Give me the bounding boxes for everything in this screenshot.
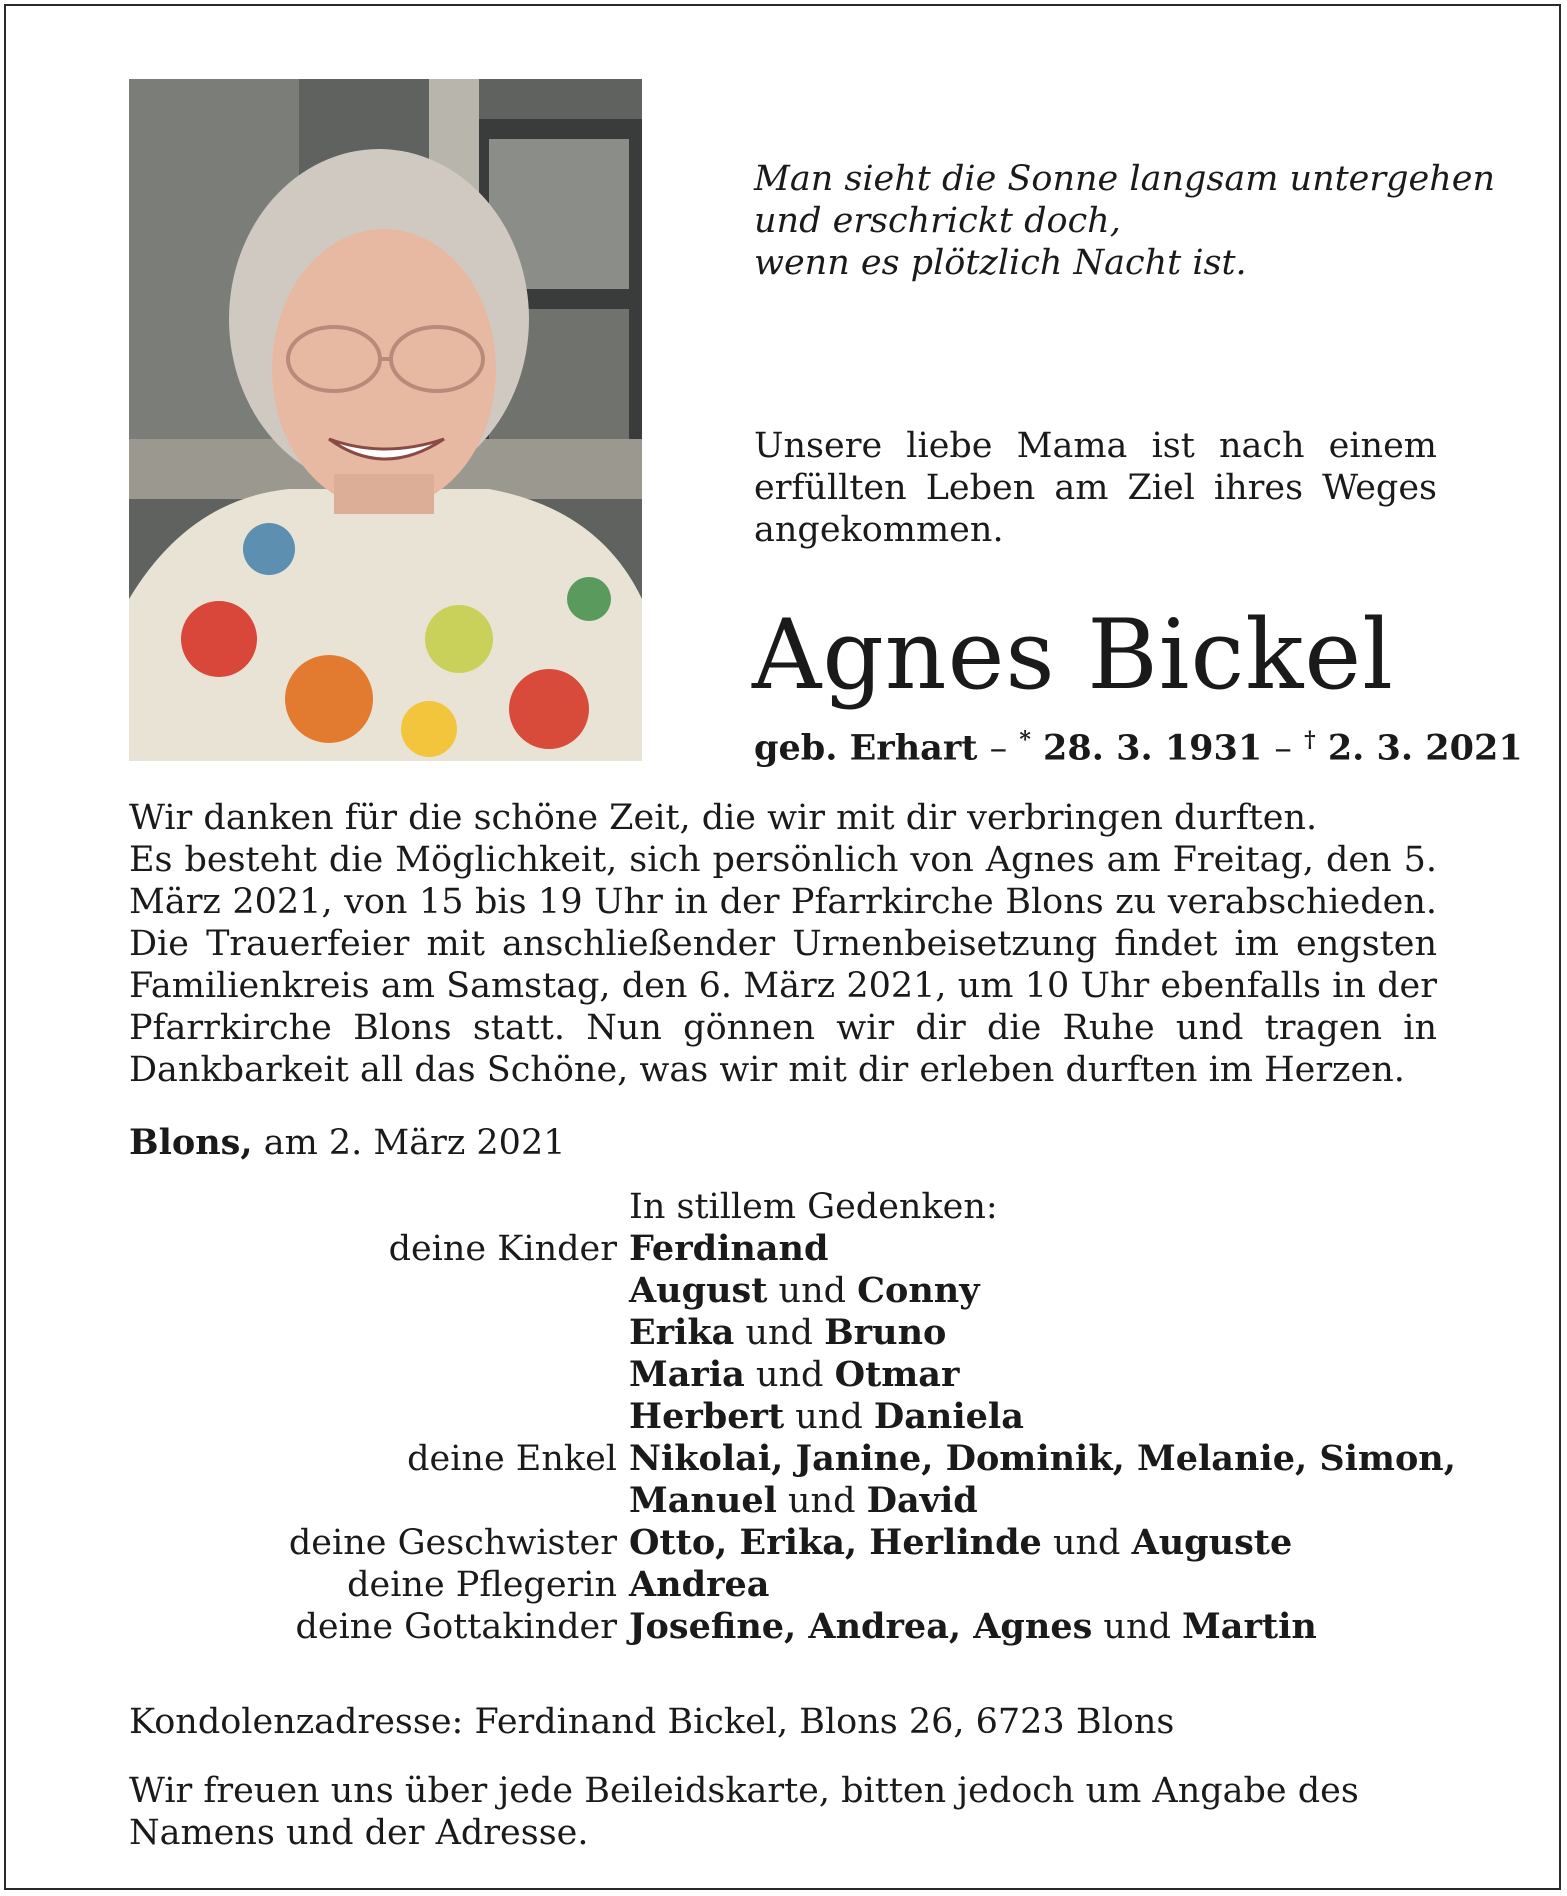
mourner-row	[0, 1522, 1567, 1564]
condolence-address: Kondolenzadresse: Ferdinand Bickel, Blons 26, 6723 Blons	[129, 1702, 1175, 1742]
conjunction: und	[767, 1271, 858, 1311]
conjunction: und	[1041, 1523, 1132, 1563]
portrait-photo	[129, 79, 642, 761]
mourner-relation: deine Enkel	[407, 1439, 617, 1479]
mourners-heading: In stillem Gedenken:	[629, 1187, 998, 1227]
mourner-name: Josefine, Andrea, Agnes	[629, 1606, 1093, 1647]
mourner-row	[0, 1228, 1567, 1270]
mourner-name: Daniela	[873, 1396, 1024, 1437]
conjunction: und	[734, 1313, 825, 1353]
conjunction: und	[744, 1355, 835, 1395]
mourner-relation: deine Pflegerin	[347, 1565, 617, 1605]
birth-name: geb. Erhart	[754, 727, 978, 769]
mourner-relation: deine Kinder	[388, 1229, 617, 1269]
conjunction: und	[784, 1397, 874, 1437]
mourner-relation: deine Geschwister	[288, 1523, 617, 1563]
mourner-row	[0, 1312, 1567, 1354]
mourner-name: Otto, Erika, Herlinde	[629, 1522, 1042, 1563]
quote-line: wenn es plötzlich Nacht ist.	[754, 243, 1247, 283]
intro-text: Unsere liebe Mama ist nach einem erfüllten Leben am Ziel ihres Weges angekommen.	[754, 426, 1437, 550]
body-text	[129, 797, 1437, 1091]
mourners-list	[0, 1186, 1567, 1648]
mourner-name: Ferdinand	[629, 1228, 829, 1269]
place-date-text: am 2. März 2021	[263, 1123, 566, 1163]
mourner-name: Andrea	[629, 1564, 770, 1605]
mourner-names	[629, 1438, 1456, 1480]
mourner-name: Erika	[629, 1312, 735, 1353]
mourner-name: Otmar	[834, 1354, 960, 1395]
closing-note: Wir freuen uns über jede Beileidskarte, bitten jedoch um Angabe des Namens und der Adresse.	[129, 1771, 1359, 1853]
mourner-name: Martin	[1182, 1606, 1317, 1647]
mourner-names	[629, 1522, 1292, 1564]
conjunction: und	[1092, 1607, 1183, 1647]
body-paragraph: Es besteht die Möglichkeit, sich persönlich von Agnes am Freitag, den 5. März 2021, von 15 bis 19 Uhr in der Pfarrkirche Blons zu verabschieden. Die Trauerfeier mit anschließender Urnenbeisetzung findet im engsten Familienkreis am Samstag, den 6. März 2021, um 10 Uhr ebenfalls in der Pfarrkirche Blons statt. Nun gönnen wir dir die Ruhe und tragen in Dankbarkeit all das Schöne, was wir mit dir erleben durften im Herzen.	[129, 840, 1437, 1090]
body-line: Wir danken für die schöne Zeit, die wir mit dir verbringen durften.	[129, 798, 1318, 838]
separator: –	[989, 728, 1008, 769]
mourner-row	[0, 1606, 1567, 1648]
mourner-row	[0, 1354, 1567, 1396]
mourner-name: Herbert	[629, 1396, 785, 1437]
mourner-name: Conny	[857, 1270, 980, 1311]
death-date: 2. 3. 2021	[1327, 727, 1523, 769]
mourner-row	[0, 1438, 1567, 1480]
quote-line: und erschrickt doch,	[754, 201, 1121, 241]
mourner-row	[0, 1480, 1567, 1522]
death-mark: †	[1304, 727, 1316, 753]
mourner-row	[0, 1396, 1567, 1438]
mourner-name: Nikolai, Janine, Dominik, Melanie, Simon,	[629, 1438, 1456, 1479]
mourner-names	[629, 1312, 946, 1354]
mourner-relation: deine Gottakinder	[295, 1607, 617, 1647]
birth-date: 28. 3. 1931	[1043, 727, 1263, 769]
mourner-row	[0, 1564, 1567, 1606]
birth-mark: *	[1019, 727, 1031, 753]
place-date	[129, 1122, 565, 1163]
mourner-names	[629, 1270, 980, 1312]
separator: –	[1274, 728, 1292, 769]
mourner-name: Manuel	[629, 1480, 777, 1521]
quote-line: Man sieht die Sonne langsam untergehen	[754, 159, 1496, 199]
mourner-name: David	[866, 1480, 978, 1521]
mourner-name: Maria	[629, 1354, 745, 1395]
mourner-names	[629, 1396, 1024, 1438]
mourner-name: August	[629, 1270, 768, 1311]
mourner-row	[0, 1270, 1567, 1312]
quote-verse	[754, 158, 1496, 284]
mourner-names	[629, 1564, 769, 1606]
mourner-names	[629, 1354, 959, 1396]
conjunction: und	[776, 1481, 867, 1521]
mourner-name: Bruno	[824, 1312, 947, 1353]
life-dates	[754, 727, 1523, 769]
deceased-name: Agnes Bickel	[752, 599, 1394, 711]
place-town: Blons,	[129, 1122, 253, 1163]
mourner-names	[629, 1228, 828, 1270]
mourner-names	[629, 1480, 978, 1522]
mourner-name: Auguste	[1131, 1522, 1293, 1563]
mourner-names	[629, 1606, 1317, 1648]
